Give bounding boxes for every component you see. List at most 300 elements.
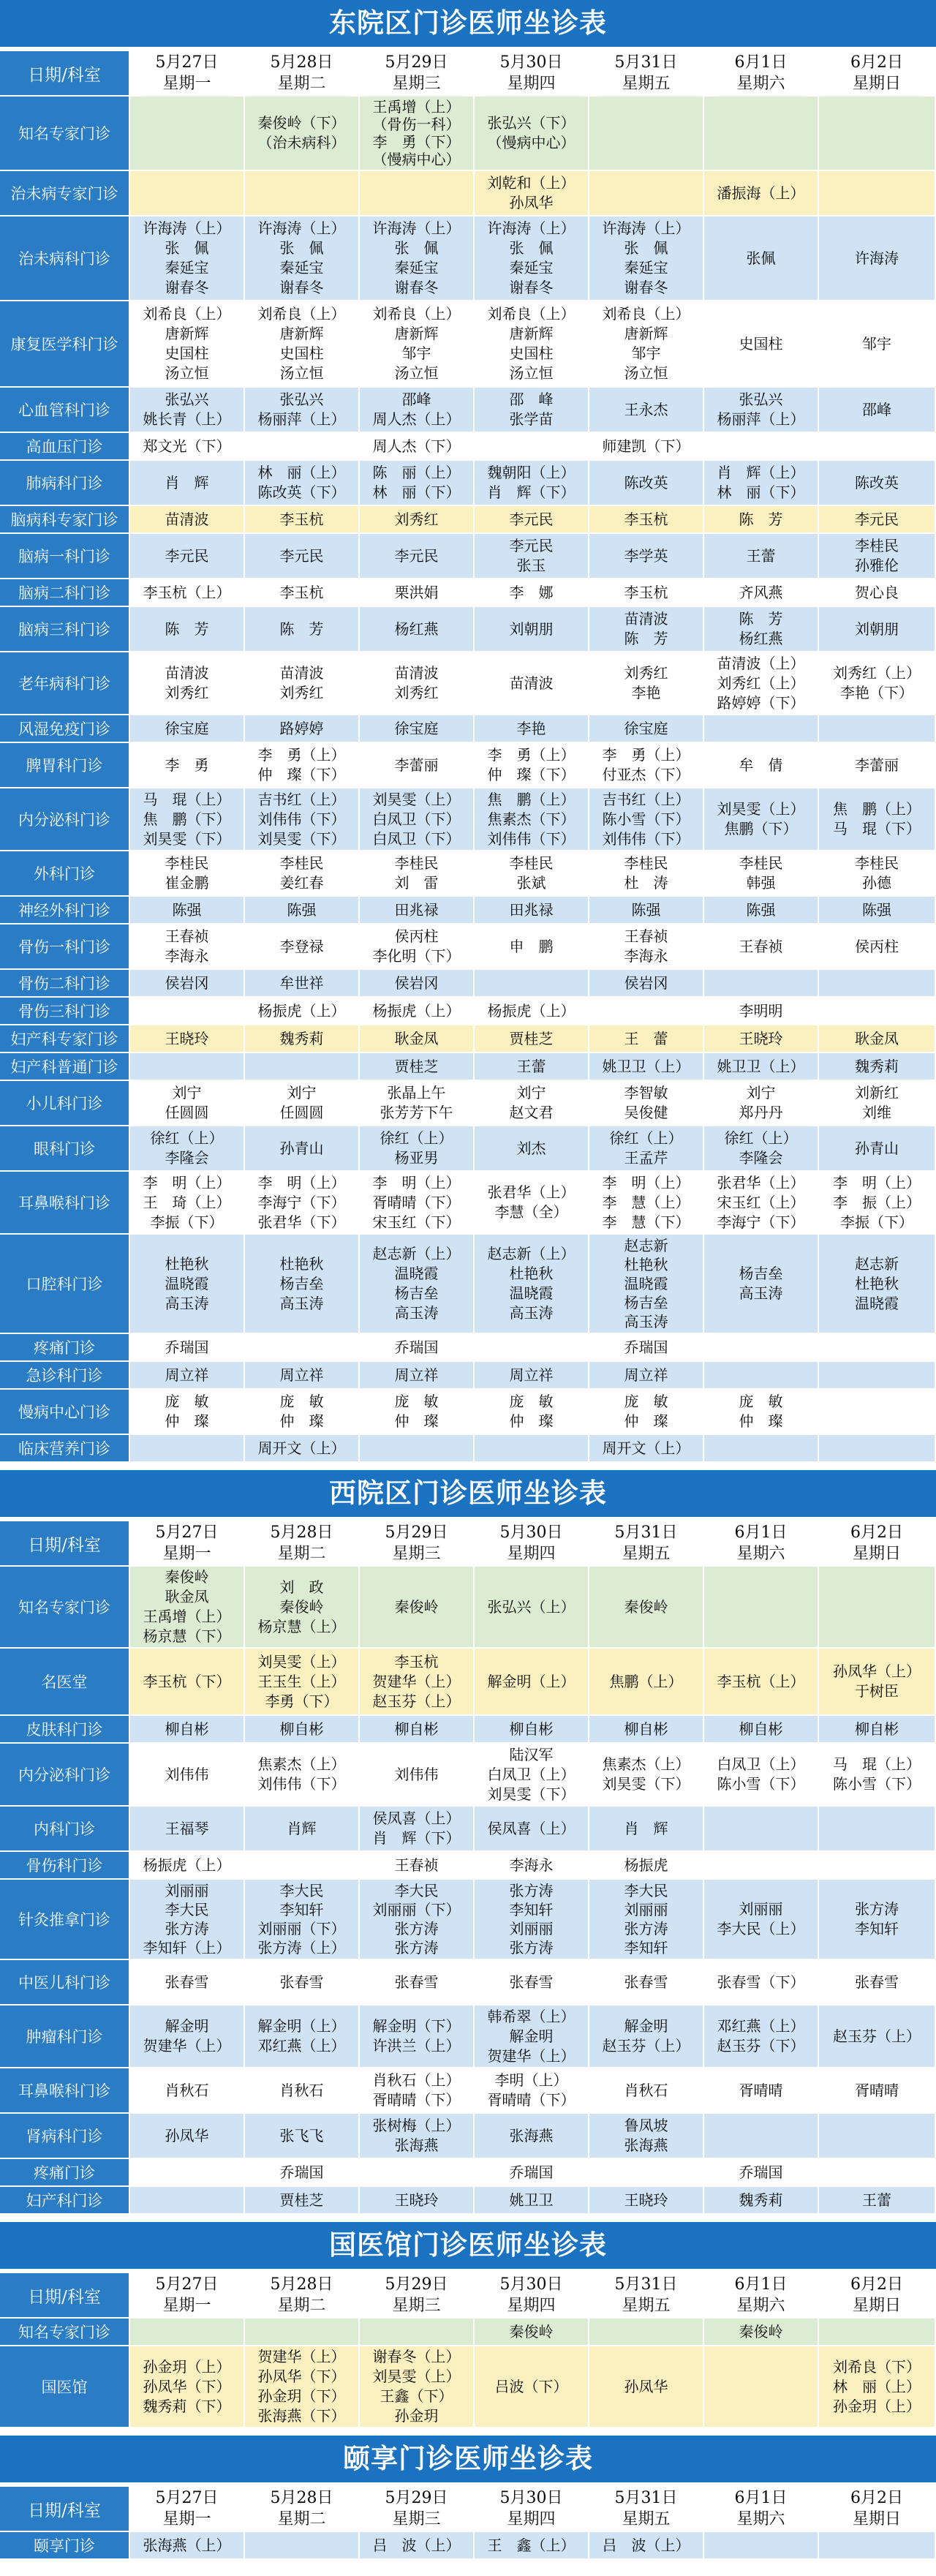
- doctor-entry: 张芳芳下午: [380, 1104, 453, 1121]
- day-date: 5月30日: [499, 2275, 563, 2294]
- clinic-name: 治未病科门诊: [0, 216, 130, 300]
- schedule-cell: [475, 1025, 589, 1052]
- schedule-cell: [360, 970, 475, 996]
- schedule-cell: [589, 2114, 704, 2158]
- doctor-entry: 张 佩: [509, 239, 554, 257]
- doctor-entry: 秦延宝: [165, 259, 209, 276]
- doctor-entry: 陈 芳: [739, 510, 783, 528]
- doctor-entry: 邵 峰: [509, 391, 554, 408]
- doctor-entry: 刘伟伟（下）: [487, 829, 575, 848]
- clinic-name: 治未病专家门诊: [0, 171, 130, 215]
- doctor-entry: 孙凤华（下）: [143, 2377, 231, 2395]
- doctor-entry: 胥晴晴（下）: [487, 2091, 575, 2109]
- day-date: 6月1日: [734, 1524, 788, 1542]
- doctor-entry: 杨红燕: [394, 619, 439, 638]
- schedule-cell: [819, 2159, 935, 2185]
- doctor-entry: 侯凤喜（上）: [487, 1819, 575, 1837]
- doctor-entry: 刘 雷: [394, 874, 439, 892]
- doctor-entry: 高玉涛: [739, 1284, 783, 1302]
- doctor-entry: 刘秀红: [165, 684, 209, 701]
- schedule-cell: [360, 1235, 475, 1333]
- clinic-name: 心血管科门诊: [0, 388, 130, 432]
- clinic-row: [0, 1172, 936, 1235]
- doctor-entry: 孙雅伦: [855, 557, 899, 574]
- clinic-name: 耳鼻喉科门诊: [0, 2068, 130, 2112]
- schedule-cell: [475, 1435, 589, 1461]
- day-header: [819, 51, 935, 95]
- doctor-entry: 刘丽丽（下）: [257, 1920, 346, 1937]
- doctor-entry: 刘伟伟（下）: [602, 829, 690, 848]
- schedule-cell: [704, 851, 819, 895]
- doctor-entry: 肖 辉: [624, 1819, 668, 1837]
- doctor-entry: 张海燕（上）: [143, 2536, 231, 2554]
- schedule-cell: [589, 2159, 704, 2185]
- clinic-name: 小儿科门诊: [0, 1081, 130, 1125]
- day-date: 5月28日: [270, 1524, 333, 1542]
- doctor-entry: 杨吉垒: [279, 1274, 324, 1292]
- schedule-cell: [704, 652, 819, 714]
- schedule-cell: [819, 301, 935, 386]
- doctor-entry: 谢春冬（上）: [372, 2348, 461, 2365]
- doctor-entry: 刘杰: [516, 1139, 546, 1157]
- schedule-cell: [704, 1025, 819, 1052]
- doctor-entry: 徐宝庭: [394, 719, 439, 737]
- schedule-cell: [245, 924, 360, 968]
- doctor-entry: 张春雪: [165, 1973, 209, 1991]
- doctor-entry: 李振（下）: [840, 1213, 913, 1231]
- doctor-entry: 王 鑫（上）: [487, 2536, 575, 2554]
- doctor-entry: 焦鹏（下）: [724, 820, 798, 837]
- schedule-cell: [704, 715, 819, 742]
- doctor-entry: 杜艳秋: [165, 1254, 209, 1273]
- schedule-cell: [475, 2346, 589, 2427]
- doctor-entry: 李知轩: [509, 1901, 554, 1918]
- doctor-entry: 李 勇（上）: [487, 746, 575, 764]
- schedule-cell: [819, 2532, 935, 2558]
- clinic-name: 国医馆: [0, 2346, 130, 2427]
- clinic-name: 老年病科门诊: [0, 652, 130, 714]
- doctor-entry: 陈 芳: [165, 619, 209, 638]
- doctor-entry: 李玉杭: [624, 510, 668, 528]
- doctor-entry: 张 佩: [394, 239, 439, 257]
- schedule-cell: [704, 2319, 819, 2345]
- doctor-entry: 乔瑞国: [624, 1338, 668, 1356]
- schedule-cell: [589, 1025, 704, 1052]
- doctor-entry: 陈 芳: [279, 619, 324, 638]
- doctor-entry: 徐宝庭: [165, 719, 209, 737]
- schedule-cell: [475, 461, 589, 505]
- schedule-cell: [589, 851, 704, 895]
- doctor-entry: 王蕾: [862, 2191, 891, 2209]
- clinic-row: [0, 216, 936, 301]
- doctor-entry: 李知轩: [855, 1920, 899, 1937]
- schedule-cell: [704, 743, 819, 787]
- schedule-cell: [130, 1716, 245, 1742]
- schedule-cell: [589, 1435, 704, 1461]
- day-weekday: 星期一: [162, 2510, 211, 2528]
- clinic-row: [0, 1390, 936, 1435]
- schedule-cell: [704, 1053, 819, 1080]
- doctor-entry: 宋玉红（上）: [717, 1193, 805, 1211]
- doctor-entry: 杜 涛: [624, 874, 668, 892]
- schedule-cell: [360, 2187, 475, 2213]
- doctor-entry: 李知轩: [279, 1901, 324, 1918]
- section-gap: [0, 2215, 936, 2222]
- schedule-cell: [589, 1852, 704, 1878]
- schedule-cell: [475, 1960, 589, 2004]
- doctor-entry: 张君华（上）: [487, 1183, 575, 1201]
- schedule-cell: [589, 1880, 704, 1959]
- day-weekday: 星期六: [736, 75, 785, 93]
- doctor-entry: 李大民: [279, 1882, 324, 1899]
- doctor-entry: 李蕾丽: [855, 756, 899, 774]
- day-weekday: 星期四: [507, 2297, 556, 2315]
- day-header: [130, 51, 245, 95]
- schedule-cell: [360, 97, 475, 170]
- schedule-cell: [360, 715, 475, 742]
- clinic-row: [0, 1880, 936, 1960]
- day-header: [130, 1521, 245, 1565]
- doctor-entry: 徐红（上）: [724, 1129, 798, 1147]
- doctor-entry: 秦俊岭: [165, 1568, 209, 1586]
- doctor-entry: 耿金凤: [165, 1588, 209, 1605]
- doctor-entry: 刘乾和（上）: [487, 174, 575, 192]
- doctor-entry: 师建凯（下）: [602, 437, 690, 455]
- section-1: [0, 1470, 936, 2215]
- schedule-cell: [130, 652, 245, 714]
- clinic-name: 肾病科门诊: [0, 2114, 130, 2158]
- doctor-entry: 杨吉垒: [624, 1294, 668, 1311]
- doctor-entry: 高玉涛: [509, 1304, 554, 1322]
- clinic-name: 脑病一科门诊: [0, 534, 130, 578]
- doctor-entry: 陆汉军: [509, 1745, 554, 1763]
- schedule-cell: [245, 506, 360, 532]
- doctor-entry: 牟 倩: [739, 756, 783, 774]
- doctor-entry: 李 明（上）: [257, 1173, 346, 1191]
- day-weekday: 星期一: [162, 75, 211, 93]
- clinic-row: [0, 388, 936, 433]
- schedule-cell: [130, 924, 245, 968]
- schedule-cell: [819, 2114, 935, 2158]
- doctor-entry: 周立祥: [509, 1366, 554, 1384]
- doctor-entry: 李元民: [855, 510, 899, 528]
- schedule-cell: [819, 1807, 935, 1850]
- schedule-cell: [360, 2006, 475, 2067]
- header-label: 日期/科室: [0, 1521, 130, 1565]
- doctor-entry: 赵玉芬（上）: [372, 1692, 461, 1710]
- day-weekday: 星期四: [507, 1545, 556, 1563]
- doctor-entry: 柳自彬: [165, 1720, 209, 1738]
- schedule-cell: [475, 534, 589, 578]
- doctor-entry: 贾桂芝: [279, 2191, 324, 2209]
- clinic-row: [0, 998, 936, 1025]
- schedule-cell: [360, 924, 475, 968]
- doctor-entry: 侯丙柱: [394, 927, 439, 945]
- day-weekday: 星期五: [622, 1545, 671, 1563]
- doctor-entry: 白凤卫（下）: [372, 829, 461, 848]
- header-label: 日期/科室: [0, 2487, 130, 2531]
- doctor-entry: 张海燕: [509, 2126, 554, 2144]
- doctor-entry: 李海永: [509, 1856, 554, 1874]
- doctor-entry: 任圆圆: [165, 1104, 209, 1121]
- doctor-entry: 王蕾: [746, 546, 776, 565]
- doctor-entry: 柳自彬: [509, 1720, 554, 1738]
- clinic-name: 中医儿科门诊: [0, 1960, 130, 2004]
- doctor-entry: 路婷婷（下）: [717, 693, 805, 712]
- doctor-entry: 刘希良（上）: [487, 305, 575, 323]
- doctor-entry: 唐新辉: [165, 325, 209, 342]
- schedule-cell: [360, 1852, 475, 1878]
- schedule-cell: [589, 1172, 704, 1233]
- section-3: [0, 2436, 936, 2560]
- doctor-entry: 王春祯: [624, 927, 668, 945]
- doctor-entry: 刘希良（下）: [833, 2357, 921, 2376]
- doctor-entry: 孙金玥（上）: [143, 2357, 231, 2376]
- doctor-entry: （骨伤一科）: [372, 116, 461, 133]
- schedule-cell: [589, 652, 704, 714]
- doctor-entry: 仲 璨: [279, 1412, 324, 1430]
- doctor-entry: 李桂民: [739, 854, 783, 872]
- clinic-name: 内分泌科门诊: [0, 788, 130, 850]
- doctor-entry: 刘伟伟: [394, 1765, 439, 1783]
- doctor-entry: 赵玉芬（下）: [717, 2037, 805, 2055]
- schedule-cell: [360, 301, 475, 386]
- doctor-entry: 肖秋石: [279, 2081, 324, 2099]
- schedule-cell: [130, 579, 245, 606]
- doctor-entry: 仲 璨: [739, 1412, 783, 1430]
- schedule-cell: [360, 1390, 475, 1434]
- doctor-entry: 许海涛（上）: [487, 219, 575, 237]
- doctor-entry: 汤立恒: [279, 364, 324, 382]
- schedule-cell: [360, 1960, 475, 2004]
- clinic-name: 内分泌科门诊: [0, 1744, 130, 1805]
- doctor-entry: 杨振虎（上）: [372, 1001, 461, 1020]
- doctor-entry: 李玉杭: [279, 583, 324, 601]
- day-date: 5月29日: [385, 1524, 448, 1542]
- doctor-entry: 唐新辉: [624, 325, 668, 342]
- schedule-cell: [475, 2114, 589, 2158]
- doctor-entry: 李隆会: [165, 1149, 209, 1167]
- doctor-entry: 刘新红: [855, 1084, 899, 1101]
- schedule-cell: [475, 1880, 589, 1959]
- doctor-entry: 王晓玲: [165, 1029, 209, 1047]
- doctor-entry: 苗清波: [509, 674, 554, 692]
- doctor-entry: 周立祥: [279, 1366, 324, 1384]
- day-header: [130, 2487, 245, 2531]
- schedule-cell: [130, 1435, 245, 1461]
- schedule-cell: [475, 851, 589, 895]
- doctor-entry: 杨京慧（下）: [143, 1627, 231, 1645]
- doctor-entry: 张弘兴（上）: [487, 1597, 575, 1616]
- doctor-entry: 李 勇（上）: [257, 746, 346, 764]
- doctor-entry: 庞 敏: [165, 1393, 209, 1410]
- doctor-entry: 张方涛: [509, 1939, 554, 1957]
- day-header: [245, 51, 360, 95]
- doctor-entry: 温晓霞: [394, 1265, 439, 1282]
- doctor-entry: 李 振（上）: [833, 1193, 921, 1211]
- doctor-entry: 史国柱: [739, 334, 783, 353]
- schedule-cell: [245, 1716, 360, 1742]
- schedule-cell: [360, 998, 475, 1024]
- day-header: [130, 2273, 245, 2317]
- day-header: [245, 1521, 360, 1565]
- doctor-entry: 贾桂芝: [394, 1057, 439, 1075]
- doctor-entry: 刘希良（上）: [257, 305, 346, 323]
- doctor-entry: 王春祯: [394, 1856, 439, 1874]
- schedule-cell: [360, 433, 475, 459]
- doctor-entry: 焦素杰（上）: [602, 1755, 690, 1773]
- clinic-row: [0, 2187, 936, 2215]
- doctor-entry: 李 勇: [165, 756, 209, 774]
- clinic-name: 骨伤二科门诊: [0, 970, 130, 996]
- day-header: [589, 2273, 704, 2317]
- clinic-name: 骨伤科门诊: [0, 1852, 130, 1878]
- doctor-entry: 李玉杭（上）: [717, 1672, 805, 1690]
- schedule-cell: [130, 534, 245, 578]
- day-header: [245, 2487, 360, 2531]
- doctor-entry: 侯丙柱: [855, 937, 899, 955]
- clinic-row: [0, 1053, 936, 1081]
- clinic-name: 颐享门诊: [0, 2532, 130, 2558]
- doctor-entry: 周开文（上）: [257, 1439, 346, 1457]
- doctor-entry: 李 明（上）: [602, 1173, 690, 1191]
- doctor-entry: 焦素杰（上）: [257, 1755, 346, 1773]
- schedule-cell: [819, 1567, 935, 1647]
- doctor-entry: 李 娜: [509, 583, 554, 601]
- doctor-entry: 秦俊岭: [624, 1597, 668, 1616]
- doctor-entry: 耿金凤: [394, 1029, 439, 1047]
- day-header: [475, 51, 589, 95]
- schedule-cell: [819, 534, 935, 578]
- doctor-entry: 张学苗: [509, 410, 554, 428]
- doctor-entry: 解金明（上）: [487, 1672, 575, 1690]
- schedule-cell: [704, 301, 819, 386]
- doctor-entry: 吉书红（上）: [257, 790, 346, 808]
- schedule-cell: [589, 1567, 704, 1647]
- schedule-cell: [245, 1852, 360, 1878]
- schedule-cell: [704, 2159, 819, 2185]
- schedule-cell: [360, 1081, 475, 1125]
- clinic-name: 肺病科门诊: [0, 461, 130, 505]
- doctor-entry: 徐宝庭: [624, 719, 668, 737]
- schedule-cell: [704, 433, 819, 459]
- doctor-entry: 李桂民: [624, 854, 668, 872]
- day-weekday: 星期五: [622, 2510, 671, 2528]
- schedule-cell: [245, 1172, 360, 1233]
- clinic-row: [0, 2319, 936, 2346]
- doctor-entry: 胥晴晴（下）: [372, 2091, 461, 2109]
- schedule-cell: [130, 743, 245, 787]
- doctor-entry: 杨振虎（上）: [257, 1001, 346, 1020]
- doctor-entry: 耿金凤: [855, 1029, 899, 1047]
- doctor-entry: 秦俊岭: [739, 2322, 783, 2340]
- doctor-entry: 肖秋石: [624, 2081, 668, 2099]
- schedule-cell: [130, 433, 245, 459]
- doctor-entry: 张海燕: [394, 2136, 439, 2154]
- schedule-cell: [245, 897, 360, 923]
- schedule-cell: [589, 2532, 704, 2558]
- schedule-cell: [130, 897, 245, 923]
- schedule-cell: [704, 216, 819, 300]
- doctor-entry: 白凤卫（上）: [717, 1755, 805, 1773]
- schedule-cell: [819, 1025, 935, 1052]
- doctor-entry: 刘丽丽: [624, 1901, 668, 1918]
- doctor-entry: 周开文（上）: [602, 1439, 690, 1457]
- doctor-entry: 付亚杰（下）: [602, 766, 690, 783]
- schedule-cell: [130, 2532, 245, 2558]
- doctor-entry: 贺建华（上）: [487, 2046, 575, 2065]
- doctor-entry: 李桂民: [394, 854, 439, 872]
- doctor-entry: 魏秀莉: [739, 2191, 783, 2209]
- schedule-cell: [130, 2006, 245, 2067]
- day-header: [360, 51, 475, 95]
- doctor-entry: 刘昊雯（下）: [257, 829, 346, 848]
- doctor-entry: 王晓玲: [624, 2191, 668, 2209]
- schedule-cell: [475, 2159, 589, 2185]
- doctor-entry: 赵玉芬（上）: [602, 2037, 690, 2055]
- doctor-entry: 刘宁: [516, 1084, 546, 1101]
- doctor-entry: 陈小雪（下）: [833, 1775, 921, 1793]
- schedule-cell: [704, 171, 819, 215]
- clinic-row: [0, 788, 936, 851]
- schedule-cell: [819, 788, 935, 850]
- doctor-entry: 谢春冬: [279, 279, 324, 296]
- clinic-name: 外科门诊: [0, 851, 130, 895]
- schedule-cell: [475, 2532, 589, 2558]
- doctor-entry: 贺建华（上）: [143, 2037, 231, 2055]
- schedule-cell: [589, 97, 704, 170]
- schedule-cell: [360, 897, 475, 923]
- schedule-cell: [130, 1567, 245, 1647]
- doctor-entry: 潘振海（上）: [717, 184, 805, 202]
- schedule-cell: [819, 2006, 935, 2067]
- doctor-entry: 姚卫卫（上）: [602, 1057, 690, 1075]
- doctor-entry: 侯岩冈: [394, 973, 439, 992]
- clinic-name: 口腔科门诊: [0, 1235, 130, 1333]
- schedule-cell: [589, 998, 704, 1024]
- schedule-cell: [245, 652, 360, 714]
- schedule-cell: [819, 1716, 935, 1742]
- day-date: 6月2日: [850, 1524, 903, 1542]
- doctor-entry: 许海涛（上）: [257, 219, 346, 237]
- doctor-entry: 杨亚男: [394, 1149, 439, 1167]
- schedule-cell: [475, 506, 589, 532]
- doctor-entry: 刘伟伟（下）: [257, 1775, 346, 1793]
- schedule-cell: [704, 897, 819, 923]
- schedule-cell: [245, 1362, 360, 1388]
- schedule-cell: [360, 652, 475, 714]
- schedule-cell: [819, 1744, 935, 1805]
- doctor-entry: 刘 政: [279, 1578, 324, 1596]
- doctor-entry: 谢春冬: [509, 279, 554, 296]
- doctor-entry: 李玉杭: [394, 1652, 439, 1671]
- doctor-entry: 吕波（下）: [494, 2377, 568, 2395]
- schedule-cell: [819, 652, 935, 714]
- schedule-cell: [360, 788, 475, 850]
- doctor-entry: 李振（下）: [150, 1213, 224, 1231]
- doctor-entry: 孙凤华: [165, 2126, 209, 2144]
- doctor-entry: 史国柱: [509, 344, 554, 362]
- doctor-entry: 杨振虎: [624, 1856, 668, 1874]
- doctor-entry: （慢病中心）: [372, 151, 461, 168]
- date-header-row: [0, 51, 936, 97]
- schedule-cell: [245, 607, 360, 651]
- schedule-cell: [245, 970, 360, 996]
- doctor-entry: 刘丽丽（下）: [372, 1901, 461, 1918]
- schedule-cell: [245, 2006, 360, 2067]
- schedule-cell: [130, 388, 245, 432]
- clinic-name: 疼痛门诊: [0, 1334, 130, 1360]
